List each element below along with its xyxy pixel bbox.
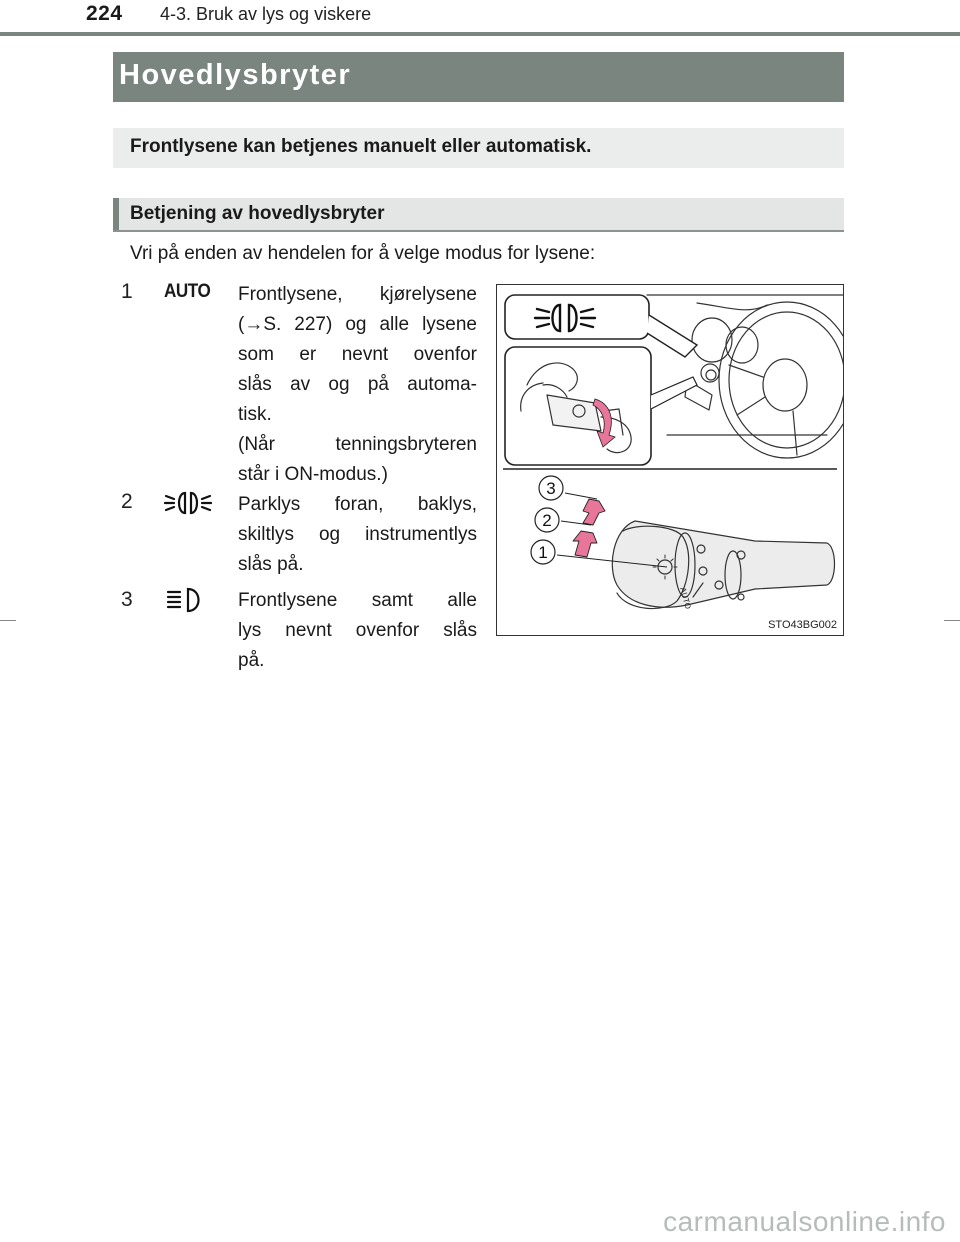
crop-mark [944,620,960,621]
item-3-line: lys nevnt ovenfor slås [238,620,477,641]
item-2-line: slås på. [238,554,304,575]
item-1-line: som er nevnt ovenfor [238,344,477,365]
section-heading: 4-3. Bruk av lys og viskere [160,4,372,24]
illustration [496,284,844,636]
item-1-line: står i ON-modus.) [238,464,388,485]
item-2-line: skiltlys og instrumentlys [238,524,477,545]
header-rule [0,32,960,36]
intro-text: Frontlysene kan betjenes manuelt eller automatisk. [130,136,592,157]
item-3-line: Frontlysene samt alle [238,590,477,611]
item-number-2: 2 [121,490,133,513]
auto-label: AUTO [164,281,211,302]
item-number-3: 3 [121,588,133,611]
page-number: 224 [86,2,123,25]
item-3-line: på. [238,650,265,671]
item-2-line: Parklys foran, baklys, [238,494,477,515]
callout-number: 3 [546,479,556,498]
item-1-line: (→S. 227) og alle lysene [238,314,477,335]
item-1-line: tisk. [238,404,272,425]
heading-marker [113,198,119,230]
watermark: carmanualsonline.info [663,1206,946,1237]
item-number-1: 1 [121,280,133,303]
dial-auto-label: AUTO [678,586,693,611]
headlight-icon [164,586,208,619]
callout-number: 2 [542,511,552,530]
item-text-2 [238,490,477,580]
item-text-1 [238,280,477,490]
lead-text: Vri på enden av hendelen for å velge modus for lysene: [130,243,596,264]
figure-code: STO43BG002 [768,619,837,631]
callout-number: 1 [538,543,548,562]
title-bar [113,52,844,102]
item-1-line: (Når tenningsbryteren [238,434,477,455]
crop-mark [0,620,16,621]
subsection-heading [113,198,844,232]
item-1-line: Frontlysene, kjørelysene [238,284,477,305]
intro-box [113,128,844,168]
item-1-line: slås av og på automa- [238,374,477,395]
auto-icon [164,281,215,303]
item-text-3 [238,586,477,676]
page-title: Hovedlysbryter [119,59,352,91]
subsection-title: Betjening av hovedlysbryter [130,203,385,224]
switch-illustration [497,285,843,635]
parking-light-icon [164,490,212,521]
